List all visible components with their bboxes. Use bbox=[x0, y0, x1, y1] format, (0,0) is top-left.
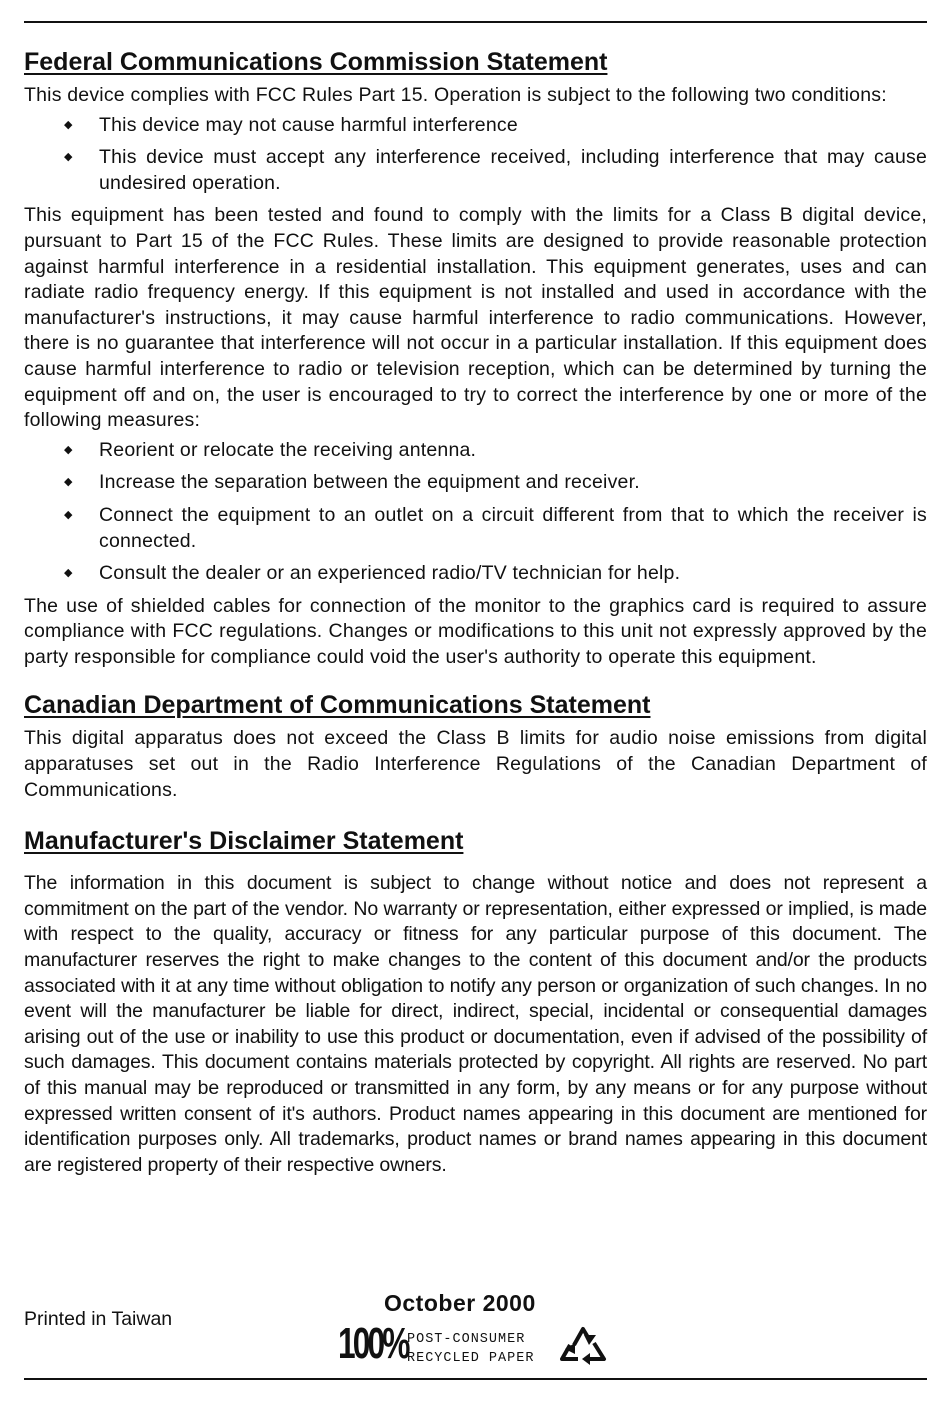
footer bbox=[0, 1290, 950, 1375]
fcc-measures-list bbox=[24, 438, 927, 587]
fcc-body: This equipment has been tested and found to comply with the limits for a Class B digital device, pursuant to Part 15 of the FCC Rules. These limits are designed to provide reasonable protection against harmful interference in a residential installation. This equipment generates, uses and can radiate radio frequency energy. If this equipment is not installed and used in accordance with the manufacturer's instructions, it may cause harmful interference to radio communications. However, there is no guarantee that interference will not occur in a particular installation. If this equipment does cause harmful interference to radio or television reception, which can be determined by turning the equipment off and on, the user is encouraged to try to correct the interference by one or more of the following measures: bbox=[24, 204, 927, 432]
top-rule bbox=[24, 21, 927, 23]
recycled-percent: 100% bbox=[338, 1319, 408, 1368]
fcc-intro: This device complies with FCC Rules Part 15. Operation is subject to the following two conditions: bbox=[24, 84, 887, 106]
fcc-conditions-list bbox=[24, 113, 927, 197]
bottom-rule bbox=[24, 1378, 927, 1380]
recycled-label bbox=[407, 1330, 534, 1368]
recycled-line-1: POST-CONSUMER bbox=[407, 1332, 526, 1347]
recycled-line-2: RECYCLED PAPER bbox=[407, 1351, 535, 1366]
document-body bbox=[24, 44, 927, 1178]
fcc-heading: Federal Communications Commission Statement bbox=[24, 48, 608, 76]
fcc-closing: The use of shielded cables for connection of the monitor to the graphics card is required to assure compliance with FCC regulations. Changes or modifications to this unit not expressly approved by the party responsible for compliance could void the user's authority to operate this equipment. bbox=[24, 594, 927, 668]
recycle-icon bbox=[556, 1323, 612, 1367]
list-item: ◆ This device may not cause harmful interference bbox=[24, 113, 927, 139]
disclaimer-heading: Manufacturer's Disclaimer Statement bbox=[24, 827, 464, 856]
bullet-icon: ◆ bbox=[64, 476, 73, 489]
bullet-icon: ◆ bbox=[64, 151, 73, 164]
printed-location: Printed in Taiwan bbox=[24, 1308, 173, 1330]
list-item: ◆ This device must accept any interference received, including interference that may cause undesired operation. bbox=[64, 146, 927, 194]
print-date: October 2000 bbox=[384, 1290, 536, 1316]
list-item: ◆ Reorient or relocate the receiving antenna. bbox=[24, 438, 927, 464]
bullet-icon: ◆ bbox=[64, 443, 73, 456]
canada-body: This digital apparatus does not exceed the Class B limits for audio noise emissions from digital apparatuses set out in the Radio Interference Regulations of the Canadian Department of Communications. bbox=[24, 727, 927, 801]
bullet-icon: ◆ bbox=[64, 508, 73, 521]
canada-heading: Canadian Department of Communications Statement bbox=[24, 691, 651, 720]
list-item: ◆ Consult the dealer or an experienced radio/TV technician for help. bbox=[24, 561, 927, 587]
bullet-icon: ◆ bbox=[64, 118, 73, 131]
list-item: ◆ Connect the equipment to an outlet on a circuit different from that to which the receiver is connected. bbox=[64, 503, 927, 552]
bullet-icon: ◆ bbox=[64, 567, 73, 580]
disclaimer-body: The information in this document is subject to change without notice and does not represent a commitment on the part of the vendor. No warranty or representation, either expressed or implied, is made with respect to the quality, accuracy or fitness for any particular purpose of this document. The manufacturer reserves the right to make changes to the content of this document and/or the products associated with it at any time without obligation to notify any person or organization of such changes. In no event will the manufacturer be liable for direct, indirect, special, incidental or consequential damages arising out of the use or inability to use this product or documentation, even if advised of the possibility of such damages. This document contains materials protected by copyright. All rights are reserved. No part of this manual may be reproduced or transmitted in any form, by any means or for any purpose without expressed written consent of it's authors. Product names appearing in this document are mentioned for identification purposes only. All trademarks, product names or brand names appearing in this document are registered property of their respective owners. bbox=[24, 872, 927, 1176]
list-item: ◆ Increase the separation between the equipment and receiver. bbox=[24, 470, 927, 496]
